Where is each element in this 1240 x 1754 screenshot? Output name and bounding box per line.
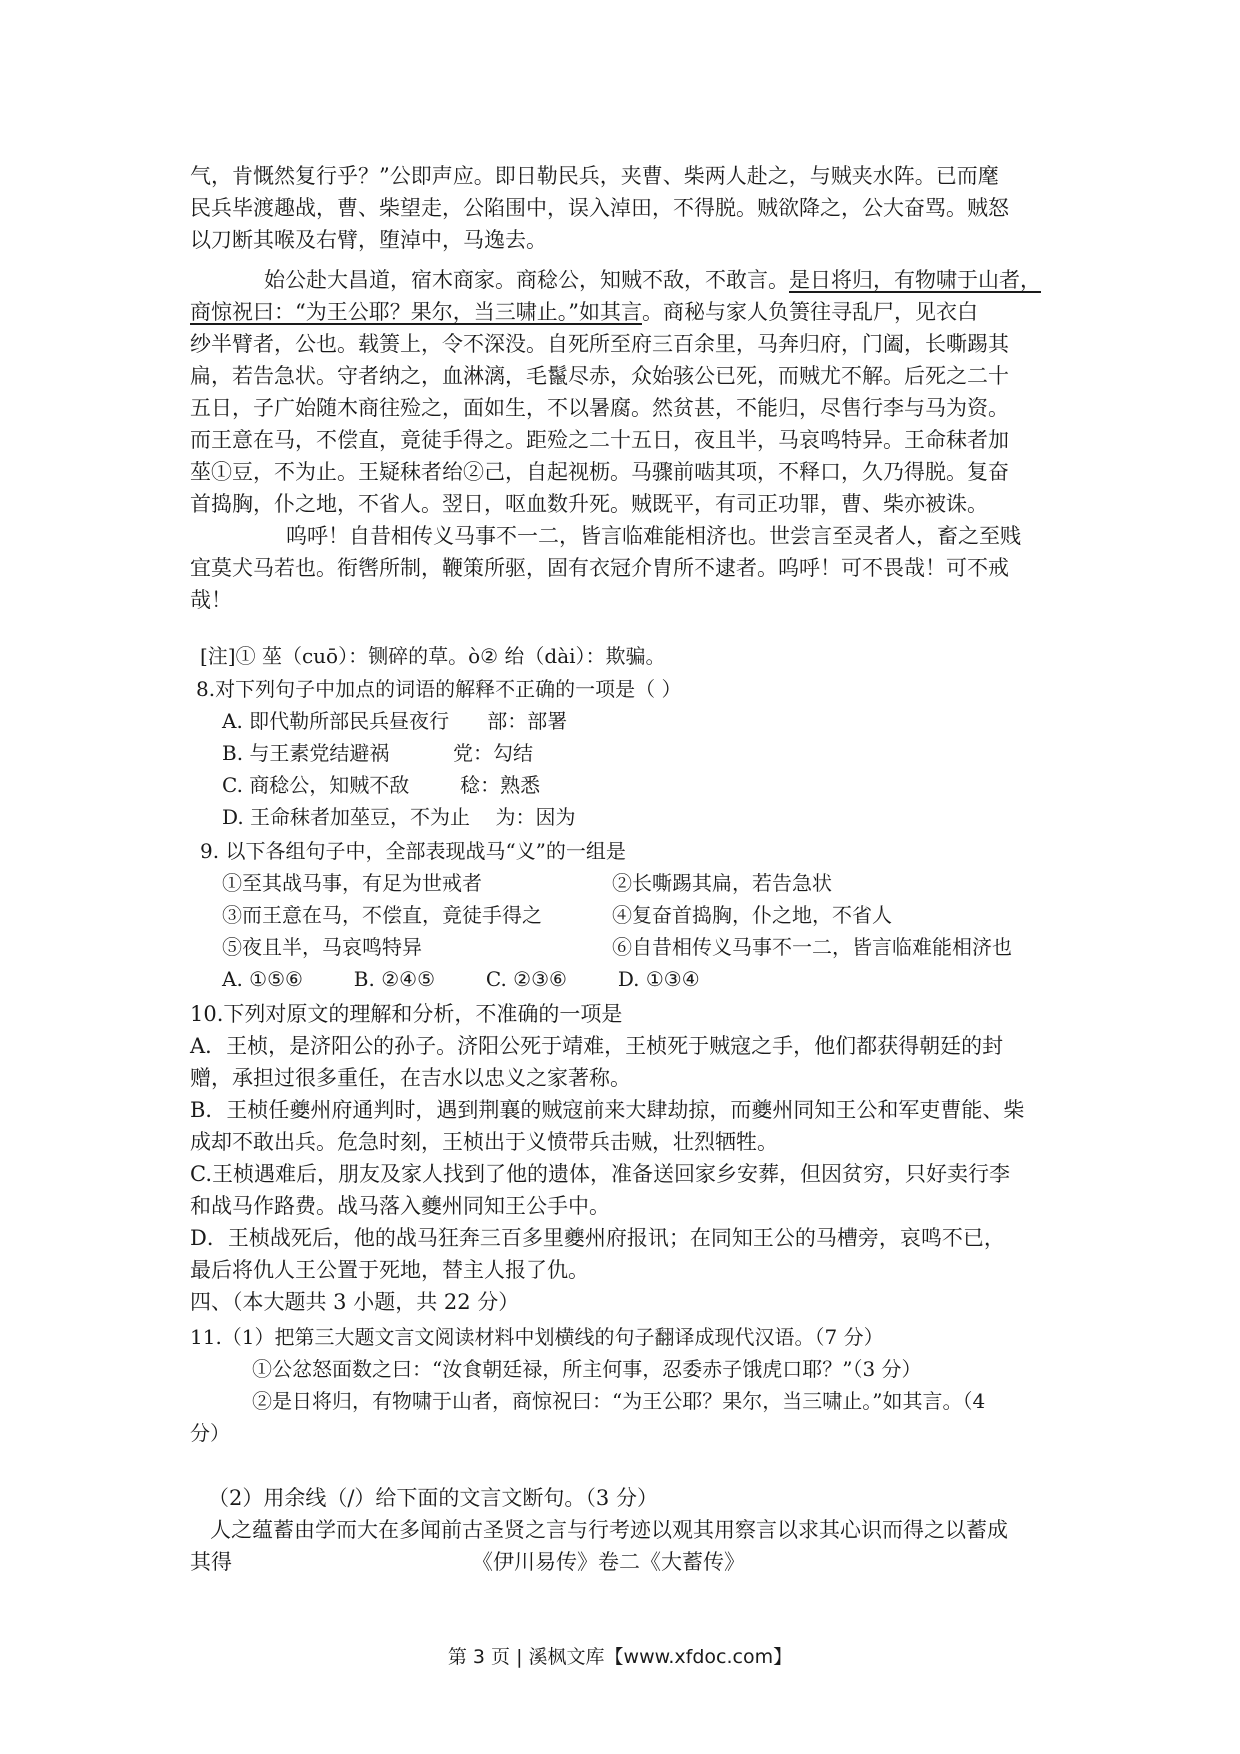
option-line: 最后将仇人王公置于死地，替主人报了仇。 <box>190 1258 589 1282</box>
question-stem: （2）用余线（/）给下面的文言文断句。（3 分） <box>208 1486 658 1510</box>
passage-line: 首捣胸，仆之地，不省人。翌日，呕血数升死。贼既平，有司正功罪，曹、柴亦被诛。 <box>190 492 988 516</box>
option: D. 王命秣者加莝豆，不为止 为：因为 <box>222 805 576 829</box>
passage-text: 始公赴大昌道，宿木商家。商稔公，知贼不敌，不敢言。 <box>264 268 789 292</box>
question-11 <box>190 1321 1060 1449</box>
question-stem: 10.下列对原文的理解和分析，不准确的一项是 <box>190 1002 623 1026</box>
punctuation-text-line2: 其得 《伊川易传》卷二《大蓄传》 <box>190 1550 745 1574</box>
underlined-sentence: 商惊祝曰：“为王公耶？果尔，当三啸止。”如其言 <box>190 300 642 324</box>
source-citation: 《伊川易传》卷二《大蓄传》 <box>472 1550 745 1574</box>
question-9 <box>200 835 1070 995</box>
option: A. 即代勒所部民兵昼夜行 部：部署 <box>222 709 568 733</box>
punctuation-text: 人之蕴蓄由学而大在多闻前古圣贤之言与行考迹以观其用察言以求其心识而得之以蓄成 <box>210 1518 1008 1542</box>
passage-line: 纱半臂者，公也。载箦上，令不深没。自死所至府三百余里，马奔归府，门阖，长嘶踢其 <box>190 332 1009 356</box>
option-line: A．王桢，是济阳公的孙子。济阳公死于靖难，王桢死于贼寇之手，他们都获得朝廷的封 <box>190 1034 1004 1058</box>
page-footer: 第 3 页 | 溪枫文库【www.xfdoc.com】 <box>447 1646 793 1668</box>
question-stem: 9. 以下各组句子中，全部表现战马“义”的一组是 <box>200 839 626 863</box>
passage-paragraph-3 <box>190 520 1060 616</box>
question-11-part-2 <box>190 1482 1060 1578</box>
sentence-1: ①公忿怒面数之曰：“汝食朝廷禄，所主何事，忍委赤子饿虎口耶？”（3 分） <box>252 1357 922 1381</box>
passage-line <box>190 264 1060 296</box>
underlined-sentence: 是日将归，有物啸于山者， <box>789 268 1041 292</box>
passage-paragraph-1 <box>190 160 1060 256</box>
option-line: D．王桢战死后，他的战马狂奔三百多里夔州府报讯；在同知王公的马槽旁，哀鸣不已， <box>190 1226 1005 1250</box>
section-heading: 四、（本大题共 3 小题，共 22 分） <box>190 1290 520 1314</box>
passage-line: 而王意在马，不偿直，竟徒手得之。距殓之二十五日，夜且半，马哀鸣特异。王命秣者加 <box>190 428 1009 452</box>
passage-text: 。商秘与家人负箦往寻乱尸，见衣白 <box>641 300 978 324</box>
option: ⑤夜且半，马哀鸣特异 <box>222 935 422 959</box>
passage-line: 扁，若告急状。守者纳之，血淋漓，毛鬣尽赤，众始骇公已死，而贼尤不解。后死之二十 <box>190 364 1009 388</box>
question-stem: 11.（1）把第三大题文言文阅读材料中划横线的句子翻译成现代汉语。（7 分） <box>190 1325 884 1349</box>
passage-line: 民兵毕渡趣战，曹、柴望走，公陷围中，误入淖田，不得脱。贼欲降之，公大奋骂。贼怒 <box>190 196 1009 220</box>
sentence-2-tail: 分） <box>190 1421 230 1445</box>
option-line: B．王桢任夔州府通判时，遇到荆襄的贼寇前来大肆劫掠，而夔州同知王公和军吏曹能、柴 <box>190 1098 1025 1122</box>
option-line: 赠，承担过很多重任，在吉水以忠义之家著称。 <box>190 1066 631 1090</box>
passage-line: 五日，子广始随木商往殓之，面如生，不以暑腐。然贫甚，不能归，尽售行李与马为资。 <box>190 396 1009 420</box>
passage-paragraph-2 <box>190 264 1060 520</box>
option: C. 商稔公，知贼不敌 稔：熟悉 <box>222 773 541 797</box>
option-line: 和战马作路费。战马落入夔州同知王公手中。 <box>190 1194 610 1218</box>
option: ④复奋首捣胸，仆之地，不省人 <box>612 903 892 927</box>
passage-line: 宜莫犬马若也。衔辔所制，鞭策所驱，固有衣冠介胄所不逮者。呜呼！可不畏哉！可不戒 <box>190 556 1009 580</box>
passage-line: 气，肯慨然复行乎？”公即声应。即日勒民兵，夹曹、柴两人赴之，与贼夹水阵。已而麾 <box>190 164 999 188</box>
option: ②长嘶踢其扁，若告急状 <box>612 871 832 895</box>
answer-options: A. ①⑤⑥ B. ②④⑤ C. ②③⑥ D. ①③④ <box>222 967 700 991</box>
passage-line: 呜呼！自昔相传义马事不一二，皆言临难能相济也。世尝言至灵者人，畜之至贱 <box>286 524 1021 548</box>
option-line: C.王桢遇难后，朋友及家人找到了他的遗体，准备送回家乡安葬，但因贫穷，只好卖行李 <box>190 1162 1010 1186</box>
option: ①至其战马事，有足为世戒者 <box>222 871 482 895</box>
option: B. 与王素党结避祸 党：勾结 <box>222 741 533 765</box>
option: ③而王意在马，不偿直，竟徒手得之 <box>222 903 542 927</box>
question-9-options <box>200 867 1070 963</box>
option: ⑥自昔相传义马事不一二，皆言临难能相济也 <box>612 935 1012 959</box>
annotation-note: [注]① 莝（cuō）：铡碎的草。ò② 绐（dài）：欺骗。 <box>200 644 666 668</box>
passage-line <box>190 296 1060 328</box>
passage-line: 哉！ <box>190 588 232 612</box>
passage-line: 莝①豆，不为止。王疑秣者绐②己，自起视枥。马骤前啮其项，不释口，久乃得脱。复奋 <box>190 460 1009 484</box>
question-8 <box>196 673 1066 833</box>
question-10 <box>190 998 1060 1286</box>
question-stem: 8.对下列句子中加点的词语的解释不正确的一项是（ ） <box>196 677 682 701</box>
sentence-2: ②是日将归，有物啸于山者，商惊祝曰：“为王公耶？果尔，当三啸止。”如其言。（4 <box>252 1389 986 1413</box>
option-line: 成却不敢出兵。危急时刻，王桢出于义愤带兵击贼，壮烈牺牲。 <box>190 1130 778 1154</box>
passage-line: 以刀断其喉及右臂，堕淖中，马逸去。 <box>190 228 547 252</box>
